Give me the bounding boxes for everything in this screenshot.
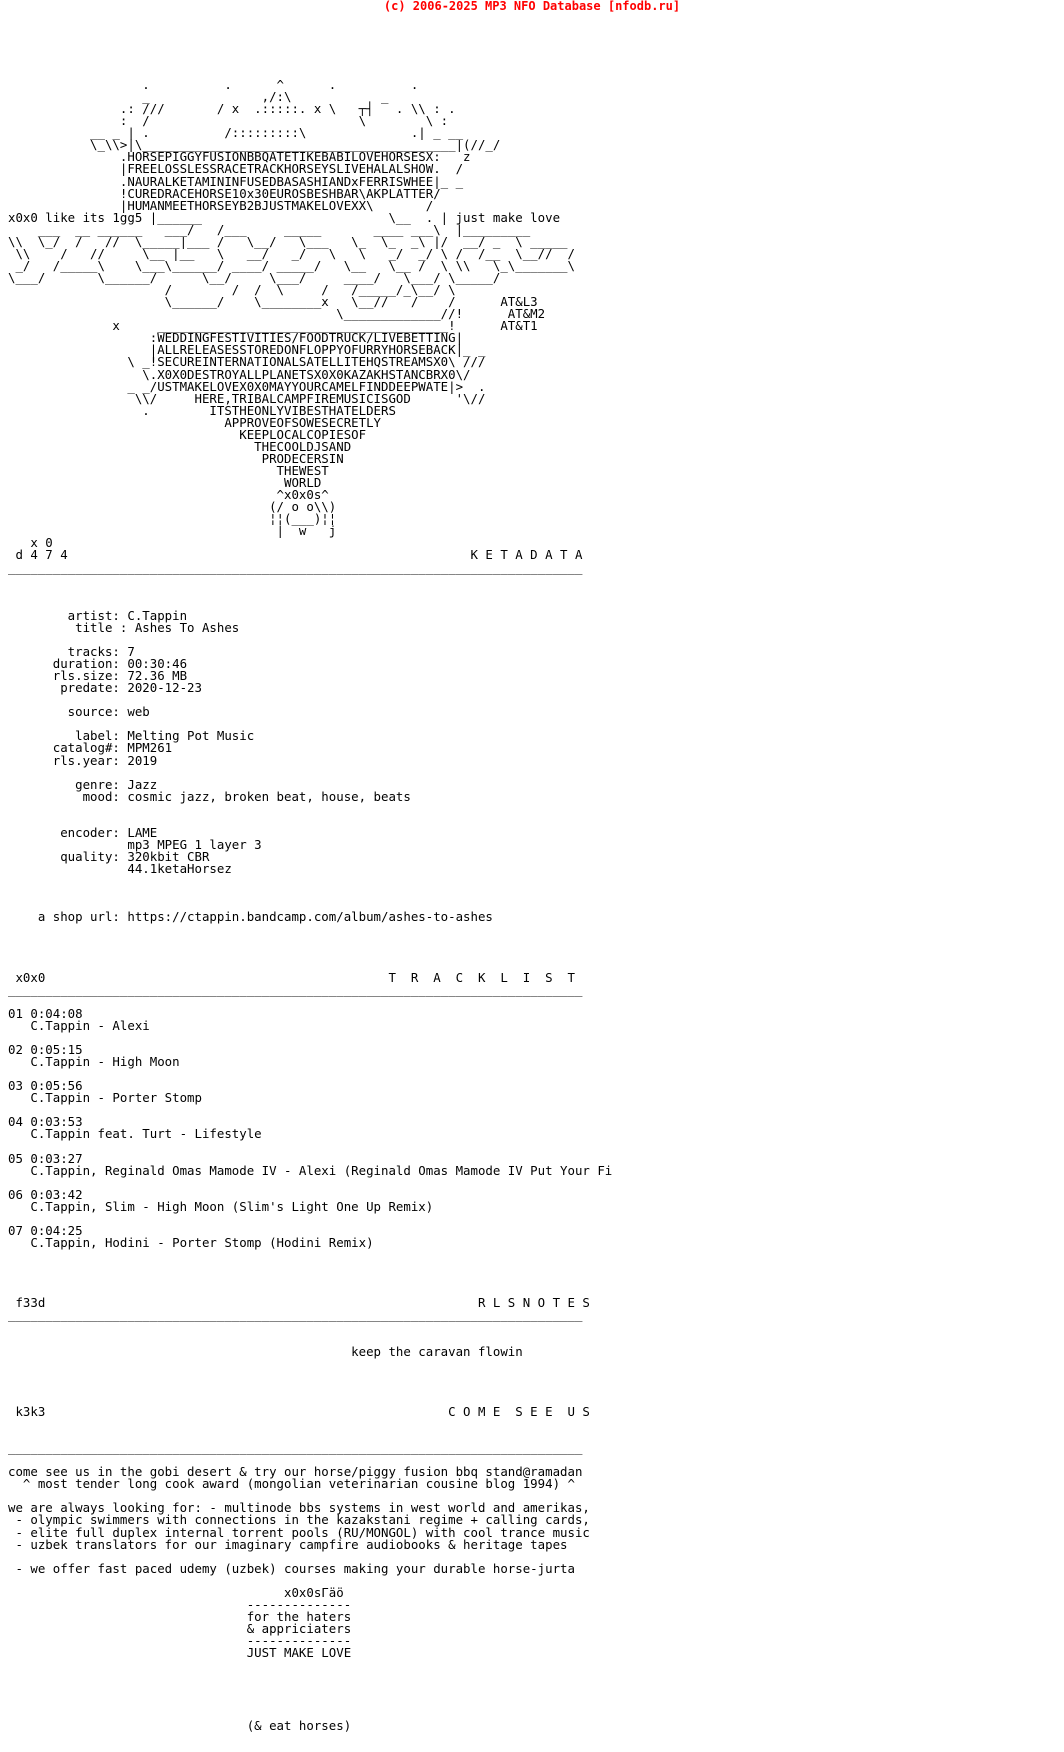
nfo-line: label: Melting Pot Music — [8, 728, 255, 744]
nfo-line: |FREELOSSLESSRACETRACKHORSEYSLIVEHALALSHOW. / — [8, 161, 464, 177]
nfo-line: |ALLRELEASESSTOREDONFLOPPYOFURRYHORSEBACK|_ _ — [8, 342, 486, 358]
nfo-line: come see us in the gobi desert & try our horse/piggy fusion bbq stand@ramadan — [8, 1464, 583, 1480]
nfo-line: tracks: 7 — [8, 643, 135, 659]
nfo-line: 07 0:04:25 — [8, 1222, 83, 1238]
nfo-line: _ ,/:\ _ — [8, 89, 389, 105]
nfo-line: x0x0 like its 1gg5 |______ \__ . | just make love — [8, 209, 561, 225]
nfo-line: for the haters — [8, 1608, 352, 1624]
nfo-line: \___/ \______/ \__/ \___/ ____/ \___/ \_____/ — [8, 270, 501, 285]
nfo-line: C.Tappin, Hodini - Porter Stomp (Hodini Remix) — [8, 1235, 374, 1250]
nfo-line: \ _!SECUREINTERNATIONALSATELLITEHQSTREAMSX0\ /// — [8, 354, 486, 370]
nfo-text-block — [8, 79, 1058, 1732]
nfo-line: k3k3 C O M E S E E U S — [8, 1403, 590, 1419]
nfo-line: 05 0:03:27 — [8, 1150, 83, 1166]
nfo-line: C.Tappin - High Moon — [8, 1054, 180, 1070]
nfo-line: \\/ HERE,TRIBALCAMPFIREMUSICISGOD '\// — [8, 390, 486, 406]
nfo-line: \______/ \________x \__// / / AT&L3 — [8, 294, 538, 310]
nfo-line: x0x0sГäö — [8, 1584, 344, 1600]
nfo-line: we are always looking for: - multinode bbs systems in west world and amerikas, — [8, 1500, 590, 1516]
nfo-line: THEWEST — [8, 463, 329, 478]
nfo-line: (/ o o\\) — [8, 499, 337, 515]
nfo-line: .NAURALKETAMININFUSEDBASASHIANDxFERRISWHEE|_ _ — [8, 173, 464, 189]
nfo-line: PRODECERSIN — [8, 450, 344, 466]
nfo-line: & appriciaters — [8, 1621, 352, 1636]
nfo-line: - elite full duplex internal torrent pools (RU/MONGOL) with cool trance music — [8, 1524, 590, 1540]
nfo-line: genre: Jazz — [8, 776, 158, 792]
nfo-line: 44.1ketaHorsez — [8, 861, 232, 877]
nfo-line: - we offer fast paced udemy (uzbek) courses making your durable horse-jurta — [8, 1560, 575, 1576]
nfo-line: \_\\>|\__________________________________________|(//_/ — [8, 137, 501, 153]
nfo-line: ___ __ ______ ___/ /___ _____ ____ ___\ |_________ — [8, 221, 531, 237]
nfo-line: |HUMANMEETHORSEYB2BJUSTMAKELOVEXX\ / — [8, 197, 434, 213]
nfo-line: duration: 00:30:46 — [8, 656, 188, 671]
nfo-line: / / / \ / /_____/_\__/ \ — [8, 282, 456, 298]
nfo-line: C.Tappin, Reginald Omas Mamode IV - Alexi (Reginald Omas Mamode IV Put Your Fi — [8, 1162, 613, 1178]
nfo-line: ^x0x0s^ — [8, 487, 329, 503]
nfo-line: _/ /_____\ \___\______/ ____/ _____/ \__ \__ / \ \\ \_\_______\ — [8, 257, 575, 273]
nfo-line: ^ most tender long cook award (mongolian veterinarian cousine blog 1994) ^ — [8, 1476, 575, 1492]
nfo-line: x _______________________________________! AT&T1 — [8, 318, 538, 334]
nfo-line: .HORSEPIGGYFUSIONBBQATETIKEBABILOVEHORSESX: z — [8, 149, 471, 165]
nfo-line: _____________________________________________________________________________ — [8, 559, 583, 575]
nfo-line: artist: C.Tappin — [8, 607, 188, 623]
nfo-line: keep the caravan flowin — [8, 1343, 523, 1359]
nfo-line: .: /// / x .:::::. x \ ┬┤ . \\ : . — [8, 101, 456, 117]
nfo-line: C.Tappin, Slim - High Moon (Slim's Light One Up Remix) — [8, 1198, 434, 1214]
nfo-line: (& eat horses) — [8, 1717, 352, 1732]
nfo-line: x0x0 T R A C K L I S T — [8, 969, 575, 985]
nfo-line: : / \ \ : — [8, 113, 449, 129]
nfo-line: a shop url: https://ctappin.bandcamp.com/album/ashes-to-ashes — [8, 909, 493, 925]
nfo-line: \.X0X0DESTROYALLPLANETSX0X0KAZAKHSTANCBRX0\/ — [8, 366, 471, 382]
nfo-line: mp3 MPEG 1 layer 3 — [8, 836, 262, 852]
nfo-line: THECOOLDJSAND — [8, 438, 352, 454]
nfo-line: _____________________________________________________________________________ — [8, 1440, 583, 1456]
nfo-line: | w j — [8, 523, 337, 539]
nfo-line: quality: 320kbit CBR — [8, 849, 210, 864]
nfo-line: d 4 7 4 K E T A D A T A — [8, 547, 583, 563]
nfo-line: 04 0:03:53 — [8, 1114, 83, 1130]
nfo-line: -------------- — [8, 1596, 352, 1612]
nfo-line: rls.year: 2019 — [8, 752, 158, 768]
nfo-line: - olympic swimmers with connections in the kazakstani regime + calling cards, — [8, 1512, 590, 1528]
nfo-line: WORLD — [8, 475, 322, 491]
nfo-line: rls.size: 72.36 MB — [8, 668, 188, 684]
nfo-line: predate: 2020-12-23 — [8, 680, 202, 696]
nfo-line: catalog#: MPM261 — [8, 740, 173, 756]
nfo-line: 02 0:05:15 — [8, 1042, 83, 1057]
nfo-line: _____________________________________________________________________________ — [8, 981, 583, 997]
nfo-line: x 0 — [8, 535, 53, 551]
nfo-line: !CUREDRACEHORSE10x30EUROSBESHBAR\AKPLATTER/ — [8, 185, 441, 201]
nfo-line: \_____________//! AT&M2 — [8, 306, 546, 322]
nfo-line: _____________________________________________________________________________ — [8, 1307, 583, 1323]
nfo-line: . . ^ . . — [8, 79, 419, 92]
nfo-line: ¦¦(___)¦¦ — [8, 511, 337, 527]
nfo-line: source: web — [8, 704, 150, 720]
nfo-line: _ _/USTMAKELOVEX0X0MAYYOURCAMELFINDDEEPWATE|> . — [8, 378, 486, 394]
nfo-line: . ITSTHEONLYVIBESTHATELDERS — [8, 402, 396, 418]
nfo-line: - uzbek translators for our imaginary campfire audiobooks & heritage tapes — [8, 1536, 568, 1552]
nfo-line: __ _ | . /:::::::::\ .| _ __ — [8, 125, 464, 141]
nfo-line: KEEPLOCALCOPIESOF — [8, 426, 367, 442]
nfo-line: C.Tappin - Alexi — [8, 1017, 150, 1033]
nfo-line: JUST MAKE LOVE — [8, 1645, 352, 1661]
nfo-line: 03 0:05:56 — [8, 1078, 83, 1094]
nfo-line: f33d R L S N O T E S — [8, 1295, 590, 1311]
nfo-line: :WEDDINGFESTIVITIES/FOODTRUCK/LIVEBETTING| — [8, 330, 464, 346]
nfo-line: \\ \_/ / // \_____|___ / \__/ \___ \_ \_ _\ |/ __/ _ \ _____ — [8, 233, 568, 249]
nfo-line: encoder: LAME — [8, 824, 158, 840]
nfo-line: APPROVEOFSOWESECRETLY — [8, 414, 381, 430]
nfo-line: mood: cosmic jazz, broken beat, house, beats — [8, 788, 411, 804]
nfo-line: C.Tappin - Porter Stomp — [8, 1090, 202, 1106]
nfo-line: C.Tappin feat. Turt - Lifestyle — [8, 1126, 262, 1142]
nfo-line: 06 0:03:42 — [8, 1186, 83, 1202]
nfo-line: 01 0:04:08 — [8, 1005, 83, 1021]
nfo-line: -------------- — [8, 1633, 352, 1649]
nfo-line: \\ / // \__ |__ \ __/ _/ \ \ _/ _/ \ / /__ \__// / — [8, 245, 575, 261]
nfo-line: title : Ashes To Ashes — [8, 619, 240, 635]
site-copyright-header: (c) 2006-2025 MP3 NFO Database [nfodb.ru] — [383, 0, 681, 13]
